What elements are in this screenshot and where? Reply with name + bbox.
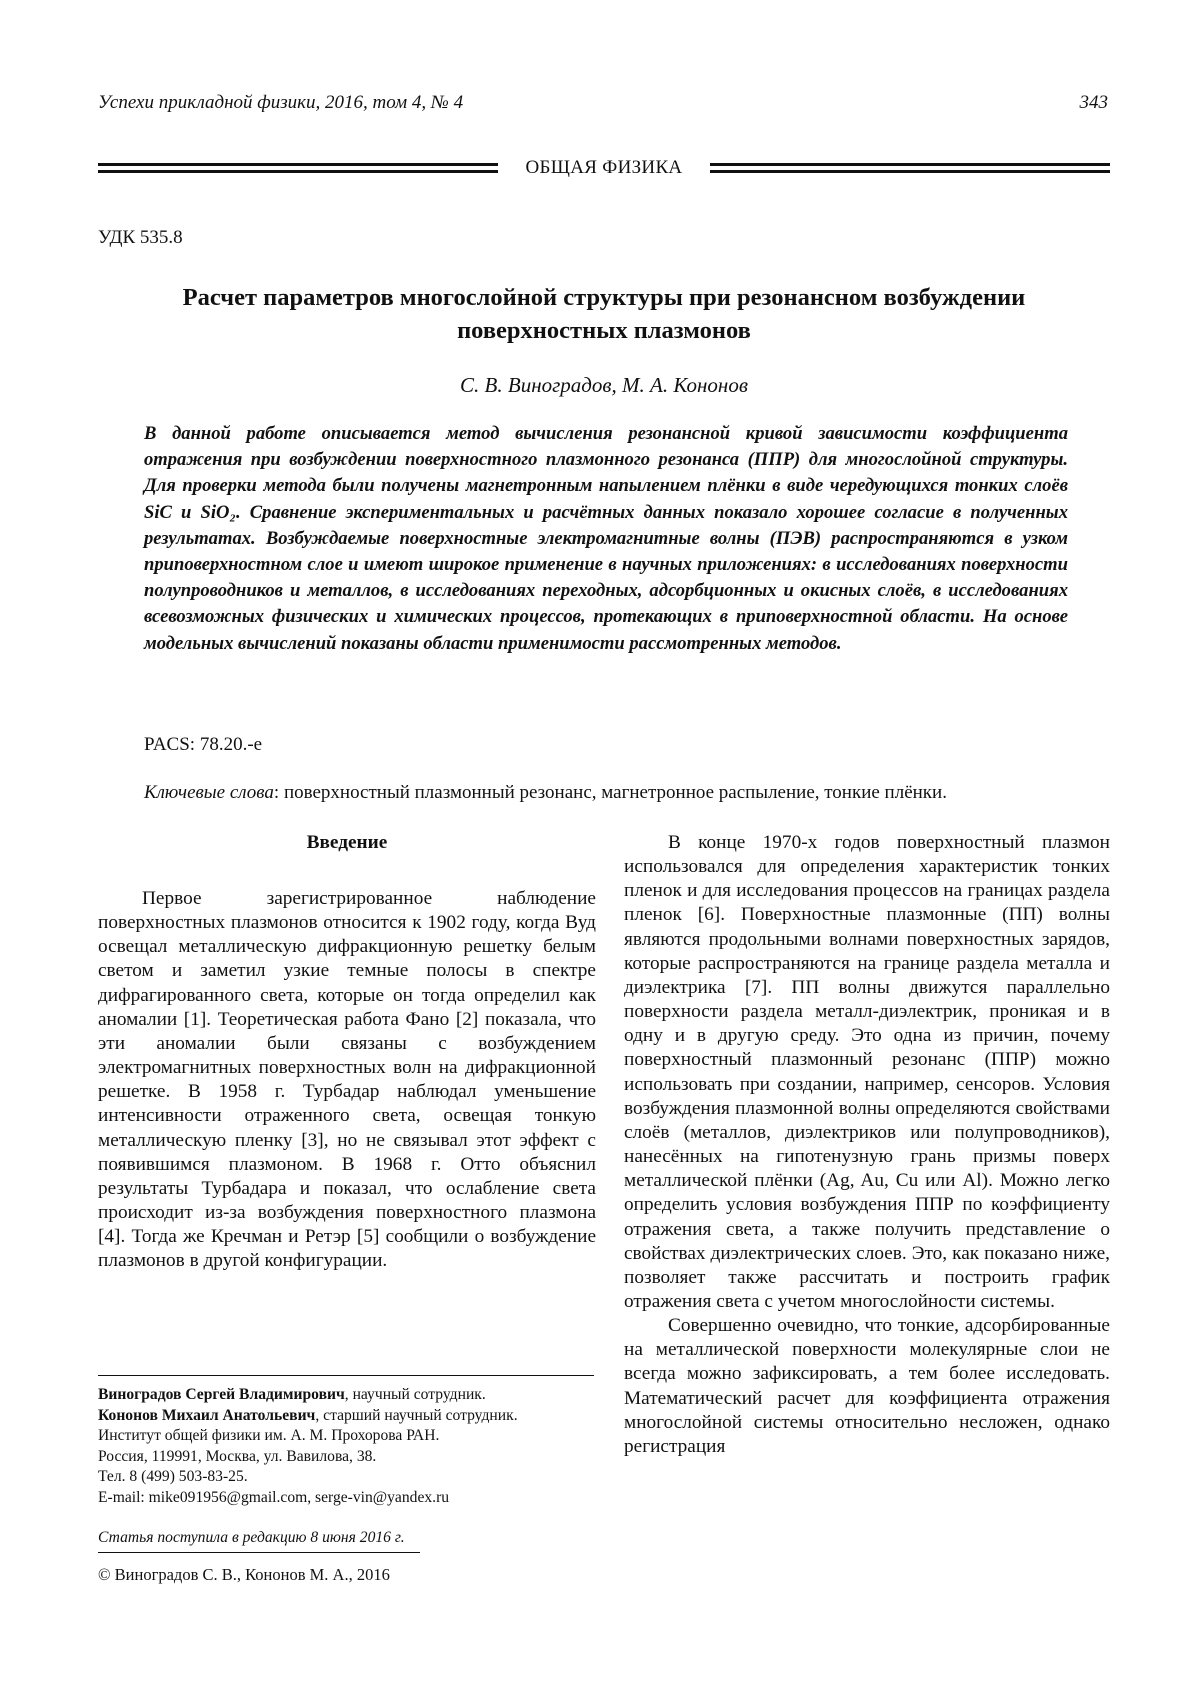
author-2-name: Кононов Михаил Анатольевич [98, 1406, 316, 1424]
keywords-text: : поверхностный плазмонный резонанс, магнетронное распыление, тонкие плёнки. [273, 782, 947, 803]
author-2-role: , старший научный сотрудник. [315, 1406, 518, 1424]
section-label: ОБЩАЯ ФИЗИКА [525, 157, 683, 178]
page-number: 343 [1079, 92, 1108, 113]
pacs-code: PACS: 78.20.-e [144, 734, 263, 755]
keywords-label: Ключевые слова [144, 782, 274, 803]
footnote-email: E-mail: mike091956@gmail.com, serge-vin@yandex.ru [98, 1488, 450, 1506]
running-header [98, 92, 1108, 122]
journal-citation: Успехи прикладной физики, 2016, том 4, № 4 [98, 92, 464, 113]
article-title: Расчет параметров многослойной структуры при резонансном возбуждении поверхностных плазмонов [182, 284, 1026, 344]
received-divider [98, 1552, 420, 1553]
intro-paragraph: Первое зарегистрированное наблюдение поверхностных плазмонов относится к 1902 году, когда Вуд освещал металлическую дифракционную решетку белым светом и заметил узкие темные полосы в спектре дифрагированного света, которые он тогда определил как аномалии [1]. Теоретическая работа Фано [2] показала, что эти аномалии были связаны с возбуждением электромагнитных поверхностных волн на дифракционной решетке. В 1958 г. Турбадар наблюдал уменьшение интенсивности отраженного света, освещая тонкую металлическую пленку [3], но не связывал этот эффект с появившимся плазмоном. В 1968 г. Отто объяснил результаты Турбадара и показал, что ослабление света происходит из-за возбуждения поверхностного плазмона [4]. Тогда же Кречман и Ретэр [5] сообщили о возбуждение плазмонов в другой конфигурации. [98, 888, 596, 1272]
abstract: В данной работе описывается метод вычисления резонансной кривой зависимости коэффициента отражения при возбуждении поверхностного плазмонного резонанса (ППР) для многослойной структуры. Для проверки метода были получены магнетронным напылением плёнки в виде чередующихся тонких слоёв SiC и SiO₂. Сравнение экспериментальных и расчётных данных показало хорошее согласие в полученных результатах. Возбуждаемые поверхностные электромагнитные волны (ПЭВ) распространяются в узком приповерхностном слое и имеют широкое применение в научных приложениях: в исследованиях поверхности полупроводников и металлов, в исследованиях переходных, адсорбционных и окисных слоёв, в исследованиях всевозможных физических и химических процессов, протекающих в приповерхностной области. На основе модельных вычислений показаны области применимости рассмотренных методов. [144, 423, 1068, 654]
footnote-phone: Тел. 8 (499) 503-83-25. [98, 1468, 248, 1486]
section-banner [98, 157, 1110, 183]
footnote-divider [98, 1375, 594, 1376]
footnote-author-1 [98, 1385, 598, 1406]
keywords [144, 782, 1108, 804]
footnote-author-2 [98, 1406, 598, 1427]
body-paragraph-1: В конце 1970-х годов поверхностный плазмон использовался для определения характеристик тонких пленок и для исследования процессов на границах раздела пленок [6]. Поверхностные плазмонные (ПП) волны являются продольными волнами поверхностных зарядов, которые распространяются на границе раздела металла и диэлектрика [7]. ПП волны движутся параллельно поверхности раздела металл-диэлектрик, проникая и в одну и в другую среду. Это одна из причин, почему поверхностный плазмонный резонанс (ППР) можно использовать при создании, например, сенсоров. Условия возбуждения плазмонной волны определяются свойствами слоёв (металлов, диэлектриков или полупроводников), нанесённых на гипотенузную грань призмы поверх металлической плёнки (Ag, Au, Cu или Al). Можно легко определить условия возбуждения ППР по коэффициенту отражения света, а также получить представление о свойствах диэлектрических слоев. Это, как показано ниже, позволяет также рассчитать и построить график отражения света с учетом многослойности системы. [624, 832, 1110, 1312]
section-rule-right [710, 163, 1110, 173]
udk-code: УДК 535.8 [98, 227, 183, 248]
left-column [98, 831, 596, 1274]
footnote-address: Россия, 119991, Москва, ул. Вавилова, 38. [98, 1447, 377, 1465]
copyright: © Виноградов С. В., Кононов М. А., 2016 [98, 1565, 390, 1584]
section-heading: Введение [306, 832, 388, 853]
right-column [624, 831, 1110, 1459]
authors: С. В. Виноградов, М. А. Кононов [460, 373, 748, 397]
section-rule-left [98, 163, 498, 173]
footnote-institute: Институт общей физики им. А. М. Прохорова РАН. [98, 1427, 440, 1445]
received-date: Статья поступила в редакцию 8 июня 2016 г. [98, 1529, 405, 1546]
author-1-role: , научный сотрудник. [344, 1386, 486, 1403]
author-1-name: Виноградов Сергей Владимирович [98, 1386, 345, 1403]
author-footnote [98, 1385, 598, 1509]
body-paragraph-2: Совершенно очевидно, что тонкие, адсорбированные на металлической поверхности молекулярные слои не всегда можно зафиксировать, а тем более исследовать. Математический расчет для коэффициента отражения многослойной системы относительно несложен, однако регистрация [624, 1315, 1110, 1457]
